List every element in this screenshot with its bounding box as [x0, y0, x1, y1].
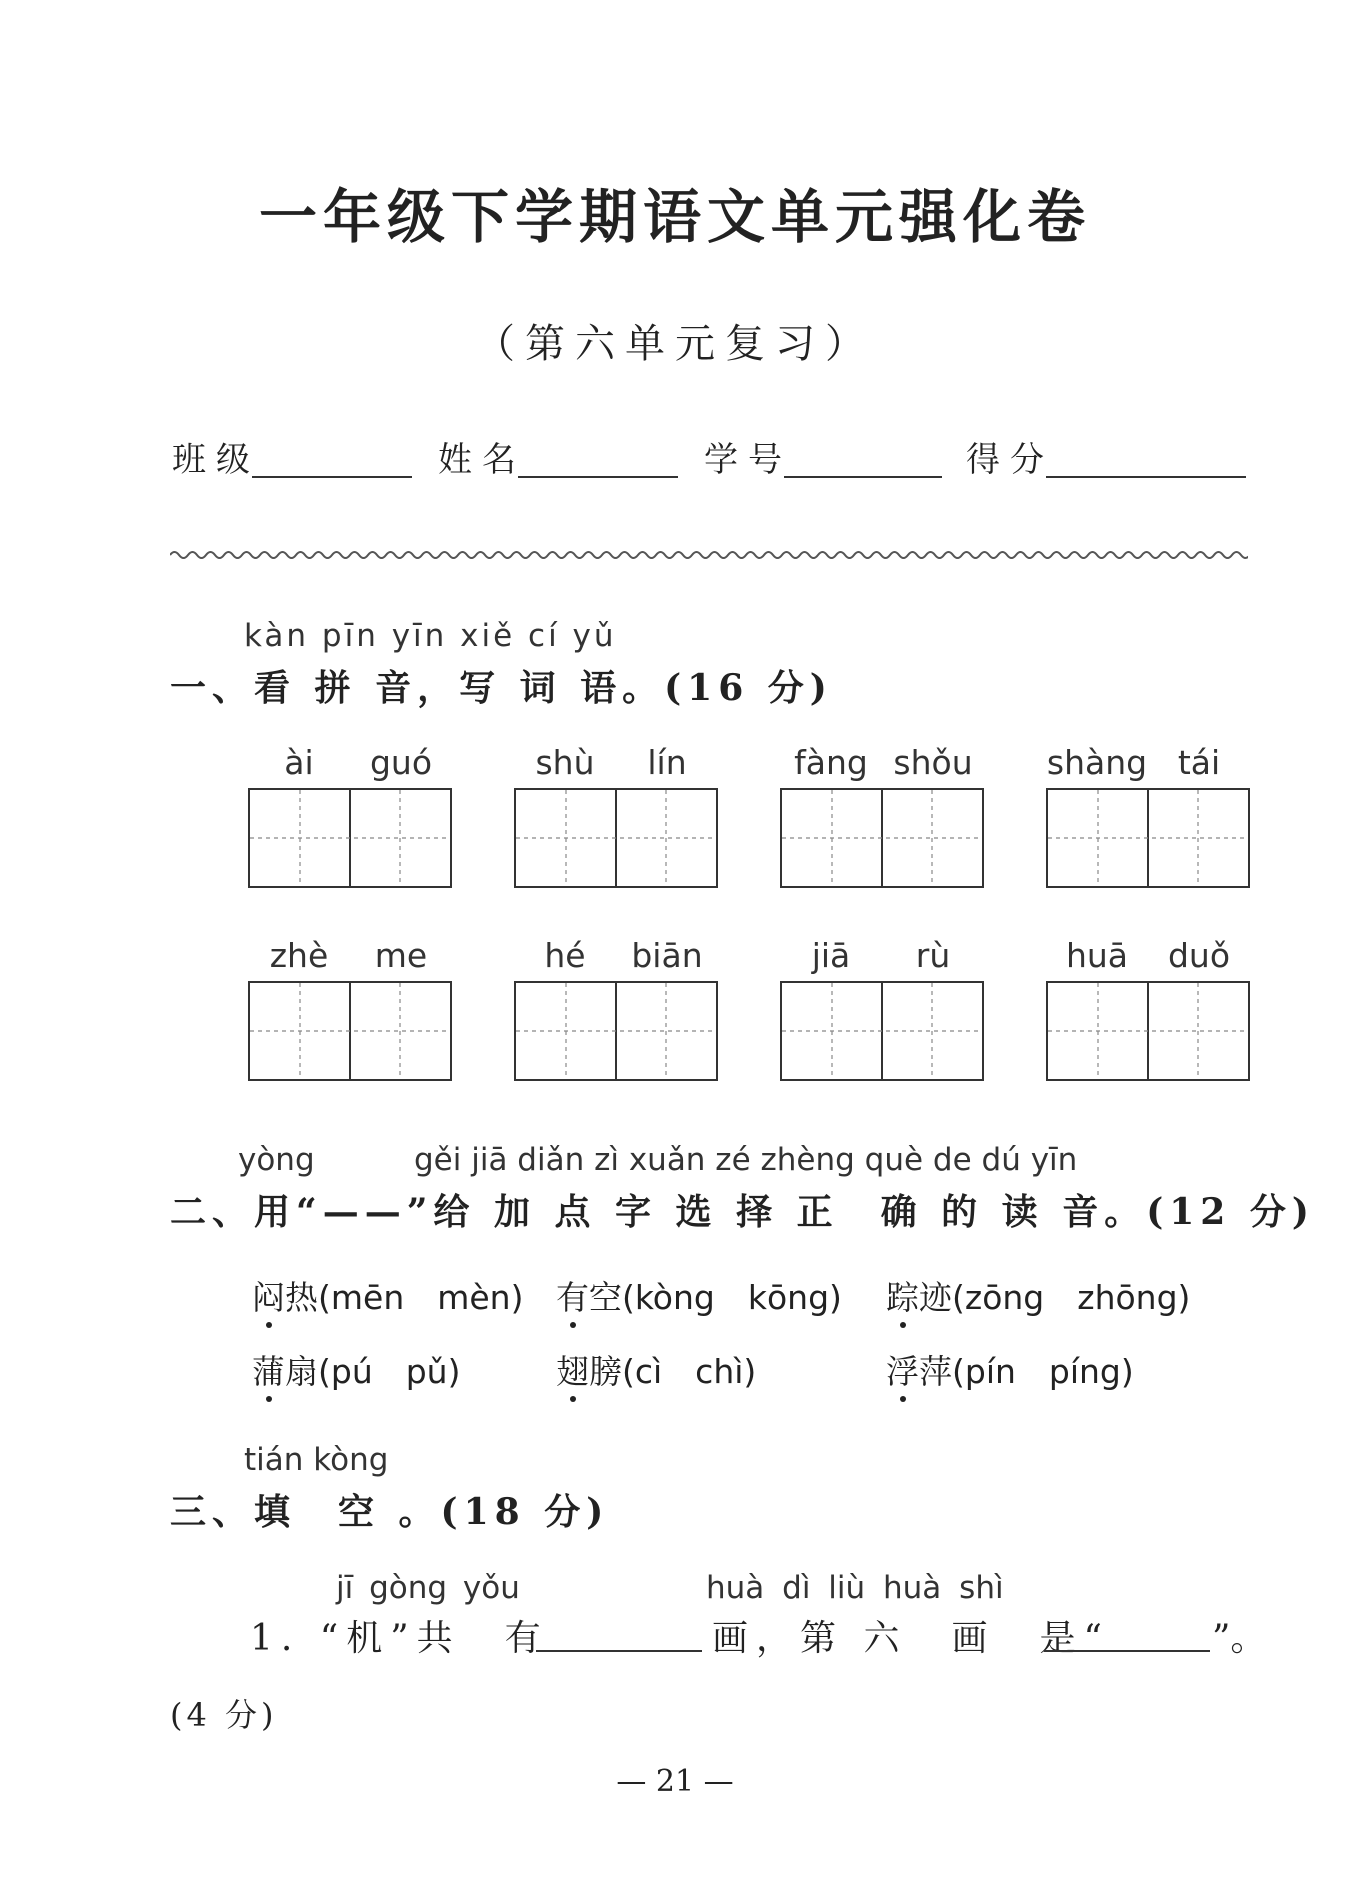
section2-heading: 二、用“——”给 加 点 字 选 择 正 确 的 读 音。(12 分) — [170, 1191, 1315, 1233]
q1-score: (4 分) — [170, 1696, 278, 1734]
q1-text-part2: 画，第 六 画 是“ — [712, 1618, 1110, 1659]
word-pinyin: rù — [915, 936, 951, 975]
emphasis-dot — [900, 1396, 906, 1402]
student-number-blank[interactable] — [784, 440, 942, 478]
name-label: 姓名 — [438, 440, 526, 480]
q1-text-part3: ”。 — [1212, 1618, 1267, 1659]
pronunciation-item — [556, 1346, 756, 1393]
score-label: 得分 — [966, 440, 1054, 480]
target-word: 闷热 — [252, 1278, 318, 1317]
section3-heading: 三、填 空 。(18 分) — [170, 1491, 610, 1533]
pronunciation-item — [556, 1272, 842, 1319]
name-blank[interactable] — [518, 440, 678, 478]
word-pinyin: guó — [369, 743, 433, 782]
pronunciation-item — [252, 1346, 460, 1393]
section2-pinyin-b: gěi jiā diǎn zì xuǎn zé zhèng què de dú yīn — [414, 1142, 1078, 1178]
word-pinyin: hé — [544, 936, 586, 975]
writing-grid[interactable] — [1046, 788, 1250, 888]
writing-grid[interactable] — [514, 981, 718, 1081]
q1-pinyin-b: huà dì liù huà shì — [706, 1570, 1004, 1606]
q1-text-part1: 1. “机”共 有 — [250, 1618, 549, 1659]
word-pinyin: shàng — [1046, 743, 1148, 782]
class-label: 班级 — [172, 440, 260, 480]
pinyin-options[interactable]: (pú pǔ) — [318, 1352, 461, 1391]
page-number: — 21 — — [616, 1764, 734, 1799]
page-title: 一年级下学期语文单元强化卷 — [258, 183, 1091, 251]
word-pinyin: huā — [1065, 936, 1129, 975]
pinyin-options[interactable]: (zōng zhōng) — [952, 1278, 1191, 1317]
q1-pinyin-a: jī gòng yǒu — [336, 1570, 520, 1606]
pronunciation-item — [252, 1272, 523, 1319]
emphasis-dot — [570, 1322, 576, 1328]
pinyin-options[interactable]: (mēn mèn) — [318, 1278, 524, 1317]
word-pinyin: fàng — [794, 743, 868, 782]
section3-pinyin: tián kòng — [244, 1442, 389, 1478]
writing-grid[interactable] — [780, 788, 984, 888]
word-pinyin: ài — [284, 743, 314, 782]
page-subtitle: （第六单元复习） — [475, 321, 875, 367]
target-word: 有空 — [556, 1278, 622, 1317]
target-word: 翅膀 — [556, 1352, 622, 1391]
writing-grid[interactable] — [248, 981, 452, 1081]
emphasis-dot — [266, 1322, 272, 1328]
pinyin-options[interactable]: (pín píng) — [952, 1352, 1134, 1391]
writing-grid[interactable] — [780, 981, 984, 1081]
section2-pinyin-a: yòng — [238, 1142, 315, 1178]
emphasis-dot — [266, 1396, 272, 1402]
word-pinyin: tái — [1177, 743, 1221, 782]
emphasis-dot — [900, 1322, 906, 1328]
q1-sixth-stroke-blank[interactable] — [1044, 1614, 1210, 1652]
word-pinyin: jiā — [811, 936, 851, 975]
word-pinyin: biān — [631, 936, 703, 975]
wavy-divider — [170, 540, 1248, 570]
word-pinyin: zhè — [269, 936, 329, 975]
writing-grid[interactable] — [1046, 981, 1250, 1081]
word-pinyin: shù — [535, 743, 595, 782]
target-word: 浮萍 — [886, 1352, 952, 1391]
q1-stroke-count-blank[interactable] — [536, 1614, 702, 1652]
target-word: 踪迹 — [886, 1278, 952, 1317]
section1-pinyin: kàn pīn yīn xiě cí yǔ — [244, 618, 617, 654]
word-pinyin: me — [374, 936, 428, 975]
section1-heading: 一、看 拼 音，写 词 语。(16 分) — [170, 667, 833, 709]
pronunciation-item — [886, 1272, 1190, 1319]
pinyin-options[interactable]: (cì chì) — [622, 1352, 757, 1391]
writing-grid[interactable] — [514, 788, 718, 888]
pronunciation-item — [886, 1346, 1134, 1393]
student-number-label: 学号 — [704, 440, 792, 480]
score-blank[interactable] — [1046, 440, 1246, 478]
target-word: 蒲扇 — [252, 1352, 318, 1391]
pinyin-options[interactable]: (kòng kōng) — [622, 1278, 842, 1317]
writing-grid[interactable] — [248, 788, 452, 888]
word-pinyin: duǒ — [1167, 936, 1231, 975]
word-pinyin: lín — [647, 743, 687, 782]
class-blank[interactable] — [252, 440, 412, 478]
emphasis-dot — [570, 1396, 576, 1402]
word-pinyin: shǒu — [893, 743, 973, 782]
